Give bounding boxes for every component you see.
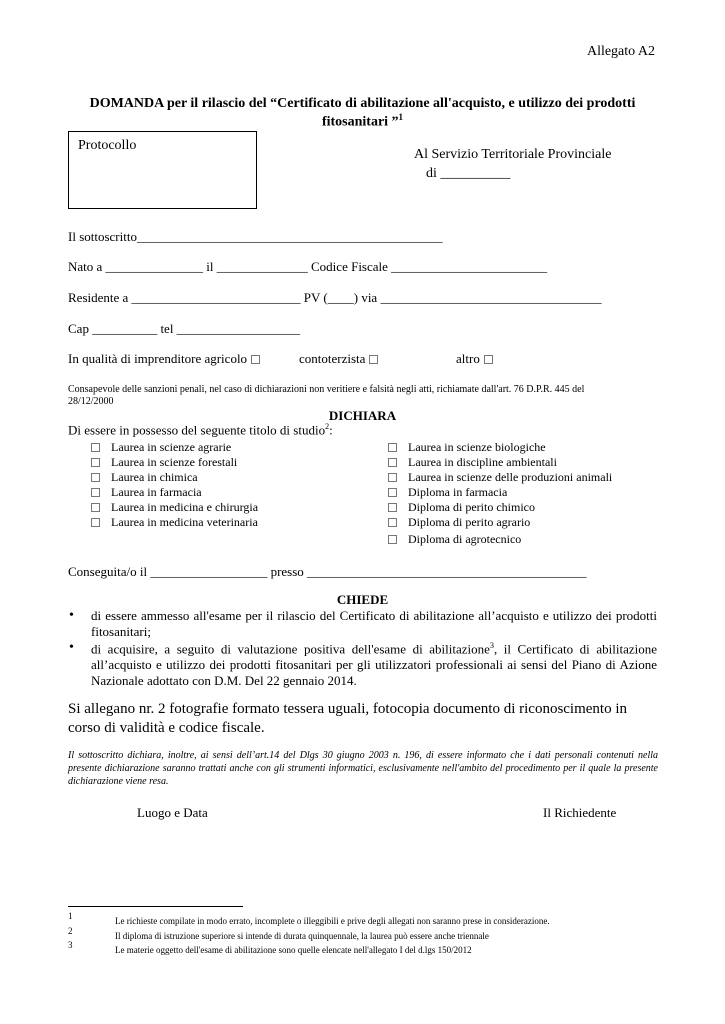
title-line-2: fitosanitari ”$^1$	[321, 112, 404, 130]
recipient-line-1: Al Servizio Territoriale Provinciale	[414, 147, 612, 162]
checkbox[interactable]	[388, 443, 397, 452]
checkbox[interactable]	[91, 518, 100, 527]
studio-option[interactable]: Laurea in scienze biologiche	[388, 440, 546, 455]
footnote-text: Il diploma di istruzione superiore si intende di durata quinquennale, la laurea può essere anche triennale	[115, 931, 489, 941]
checkbox[interactable]	[91, 443, 100, 452]
checkbox[interactable]	[91, 503, 100, 512]
cap-tel-field[interactable]: Cap __________ tel ___________________	[68, 321, 301, 336]
richiedente-label: Il Richiedente	[543, 805, 617, 820]
footnote-text: Le materie oggetto dell'esame di abilitazione sono quelle elencate nell'allegato I del d.lgs 150/2012	[115, 945, 472, 955]
allegato-label: Allegato A2	[586, 44, 655, 59]
footnote-number: 1	[68, 911, 73, 921]
form-title	[0, 96, 725, 131]
dichiara-intro: Di essere in possesso del seguente titolo di studio$^2$:	[68, 422, 333, 438]
studio-option[interactable]: Laurea in medicina veterinaria	[91, 515, 258, 530]
checkbox[interactable]	[388, 518, 397, 527]
consapevole-text: Consapevole delle sanzioni penali, nel caso di dichiarazioni non veritiere e falsità negli atti, richiamate dall'art. 76 D.P.R. 445 del 28/12/2000	[68, 384, 585, 407]
protocollo-box[interactable]	[68, 131, 257, 209]
studio-option[interactable]: Laurea in discipline ambientali	[388, 455, 557, 470]
footnote-text: Le richieste compilate in modo errato, incomplete o illeggibili e prive degli allegati non saranno prese in considerazione.	[115, 916, 550, 926]
studio-option[interactable]: Diploma di perito agrario	[388, 515, 530, 530]
nato-field[interactable]: Nato a _______________ il ______________ Codice Fiscale ________________________	[68, 259, 548, 274]
protocollo-label: Protocollo	[78, 138, 137, 153]
dichiara-heading: DICHIARA	[328, 408, 397, 423]
studio-option[interactable]: Laurea in scienze agrarie	[91, 440, 231, 455]
allegano-text: Si allegano nr. 2 fotografie formato tessera uguali, fotocopia documento di riconoscimento in corso di validità e codice fiscale.	[68, 701, 628, 736]
conseguita-field[interactable]: Conseguita/o il __________________ presso ___________________________________________	[68, 564, 587, 579]
bullet-icon: •	[69, 640, 74, 655]
title-line-1: DOMANDA per il rilascio del “Certificato di abilitazione all'acquisto, e utilizzo dei prodotti	[89, 96, 636, 111]
checkbox[interactable]	[388, 535, 397, 544]
studio-option[interactable]: Laurea in medicina e chirurgia	[91, 500, 258, 515]
contoterzista-option: contoterzista	[299, 351, 378, 367]
chiede-item-2: di acquisire, a seguito di valutazione positiva dell'esame di abilitazione$^3$, il Certificato di abilitazione all’acquisto e utilizzo dei prodotti fitosanitari per gli utilizzatori professionali ai sensi del Piano di Azione Nazionale adottato con D.M. Del 22 gennaio 2014.	[91, 641, 657, 689]
checkbox[interactable]	[388, 503, 397, 512]
checkbox[interactable]	[91, 488, 100, 497]
checkbox[interactable]	[388, 458, 397, 467]
qualita-row	[68, 351, 260, 367]
studio-option[interactable]: Diploma di perito chimico	[388, 500, 535, 515]
studio-option[interactable]: Laurea in chimica	[91, 470, 198, 485]
checkbox[interactable]	[91, 458, 100, 467]
bullet-icon: •	[69, 608, 74, 623]
altro-checkbox[interactable]	[484, 355, 493, 364]
studio-option[interactable]: Diploma di agrotecnico	[388, 532, 521, 547]
studio-option[interactable]: Laurea in scienze forestali	[91, 455, 237, 470]
recipient	[414, 145, 611, 183]
footnote-number: 3	[68, 940, 73, 950]
checkbox[interactable]	[91, 473, 100, 482]
sottoscritto-field[interactable]: Il sottoscritto_______________________________________________	[68, 229, 443, 244]
altro-option: altro	[456, 351, 493, 367]
studio-option[interactable]: Laurea in farmacia	[91, 485, 202, 500]
studio-option[interactable]: Diploma in farmacia	[388, 485, 507, 500]
footnote-number: 2	[68, 926, 73, 936]
recipient-line-2[interactable]: di __________	[426, 166, 511, 181]
privacy-text: Il sottoscritto dichiara, inoltre, ai sensi dell’art.14 del Dlgs 30 giugno 2003 n. 196, di essere informato che i dati personali contenuti nella presente dichiarazione saranno trattati anche con gli strumenti informatici, esclusivamente nell'ambito del procedimento per il quale la presente dichiarazione viene resa.	[68, 750, 658, 787]
studio-option[interactable]: Laurea in scienze delle produzioni animali	[388, 470, 612, 485]
checkbox[interactable]	[388, 473, 397, 482]
footnote-divider	[68, 906, 243, 907]
residente-field[interactable]: Residente a __________________________ PV (____) via __________________________________	[68, 290, 602, 305]
chiede-item-1: di essere ammesso all'esame per il rilascio del Certificato di abilitazione all’acquisto e utilizzo dei prodotti fitosanitari;	[91, 608, 657, 639]
checkbox[interactable]	[388, 488, 397, 497]
luogo-data-label: Luogo e Data	[137, 805, 208, 820]
imprenditore-checkbox[interactable]	[251, 355, 260, 364]
chiede-heading: CHIEDE	[336, 592, 389, 607]
imprenditore-label: In qualità di imprenditore agricolo	[68, 351, 248, 366]
contoterzista-checkbox[interactable]	[369, 355, 378, 364]
